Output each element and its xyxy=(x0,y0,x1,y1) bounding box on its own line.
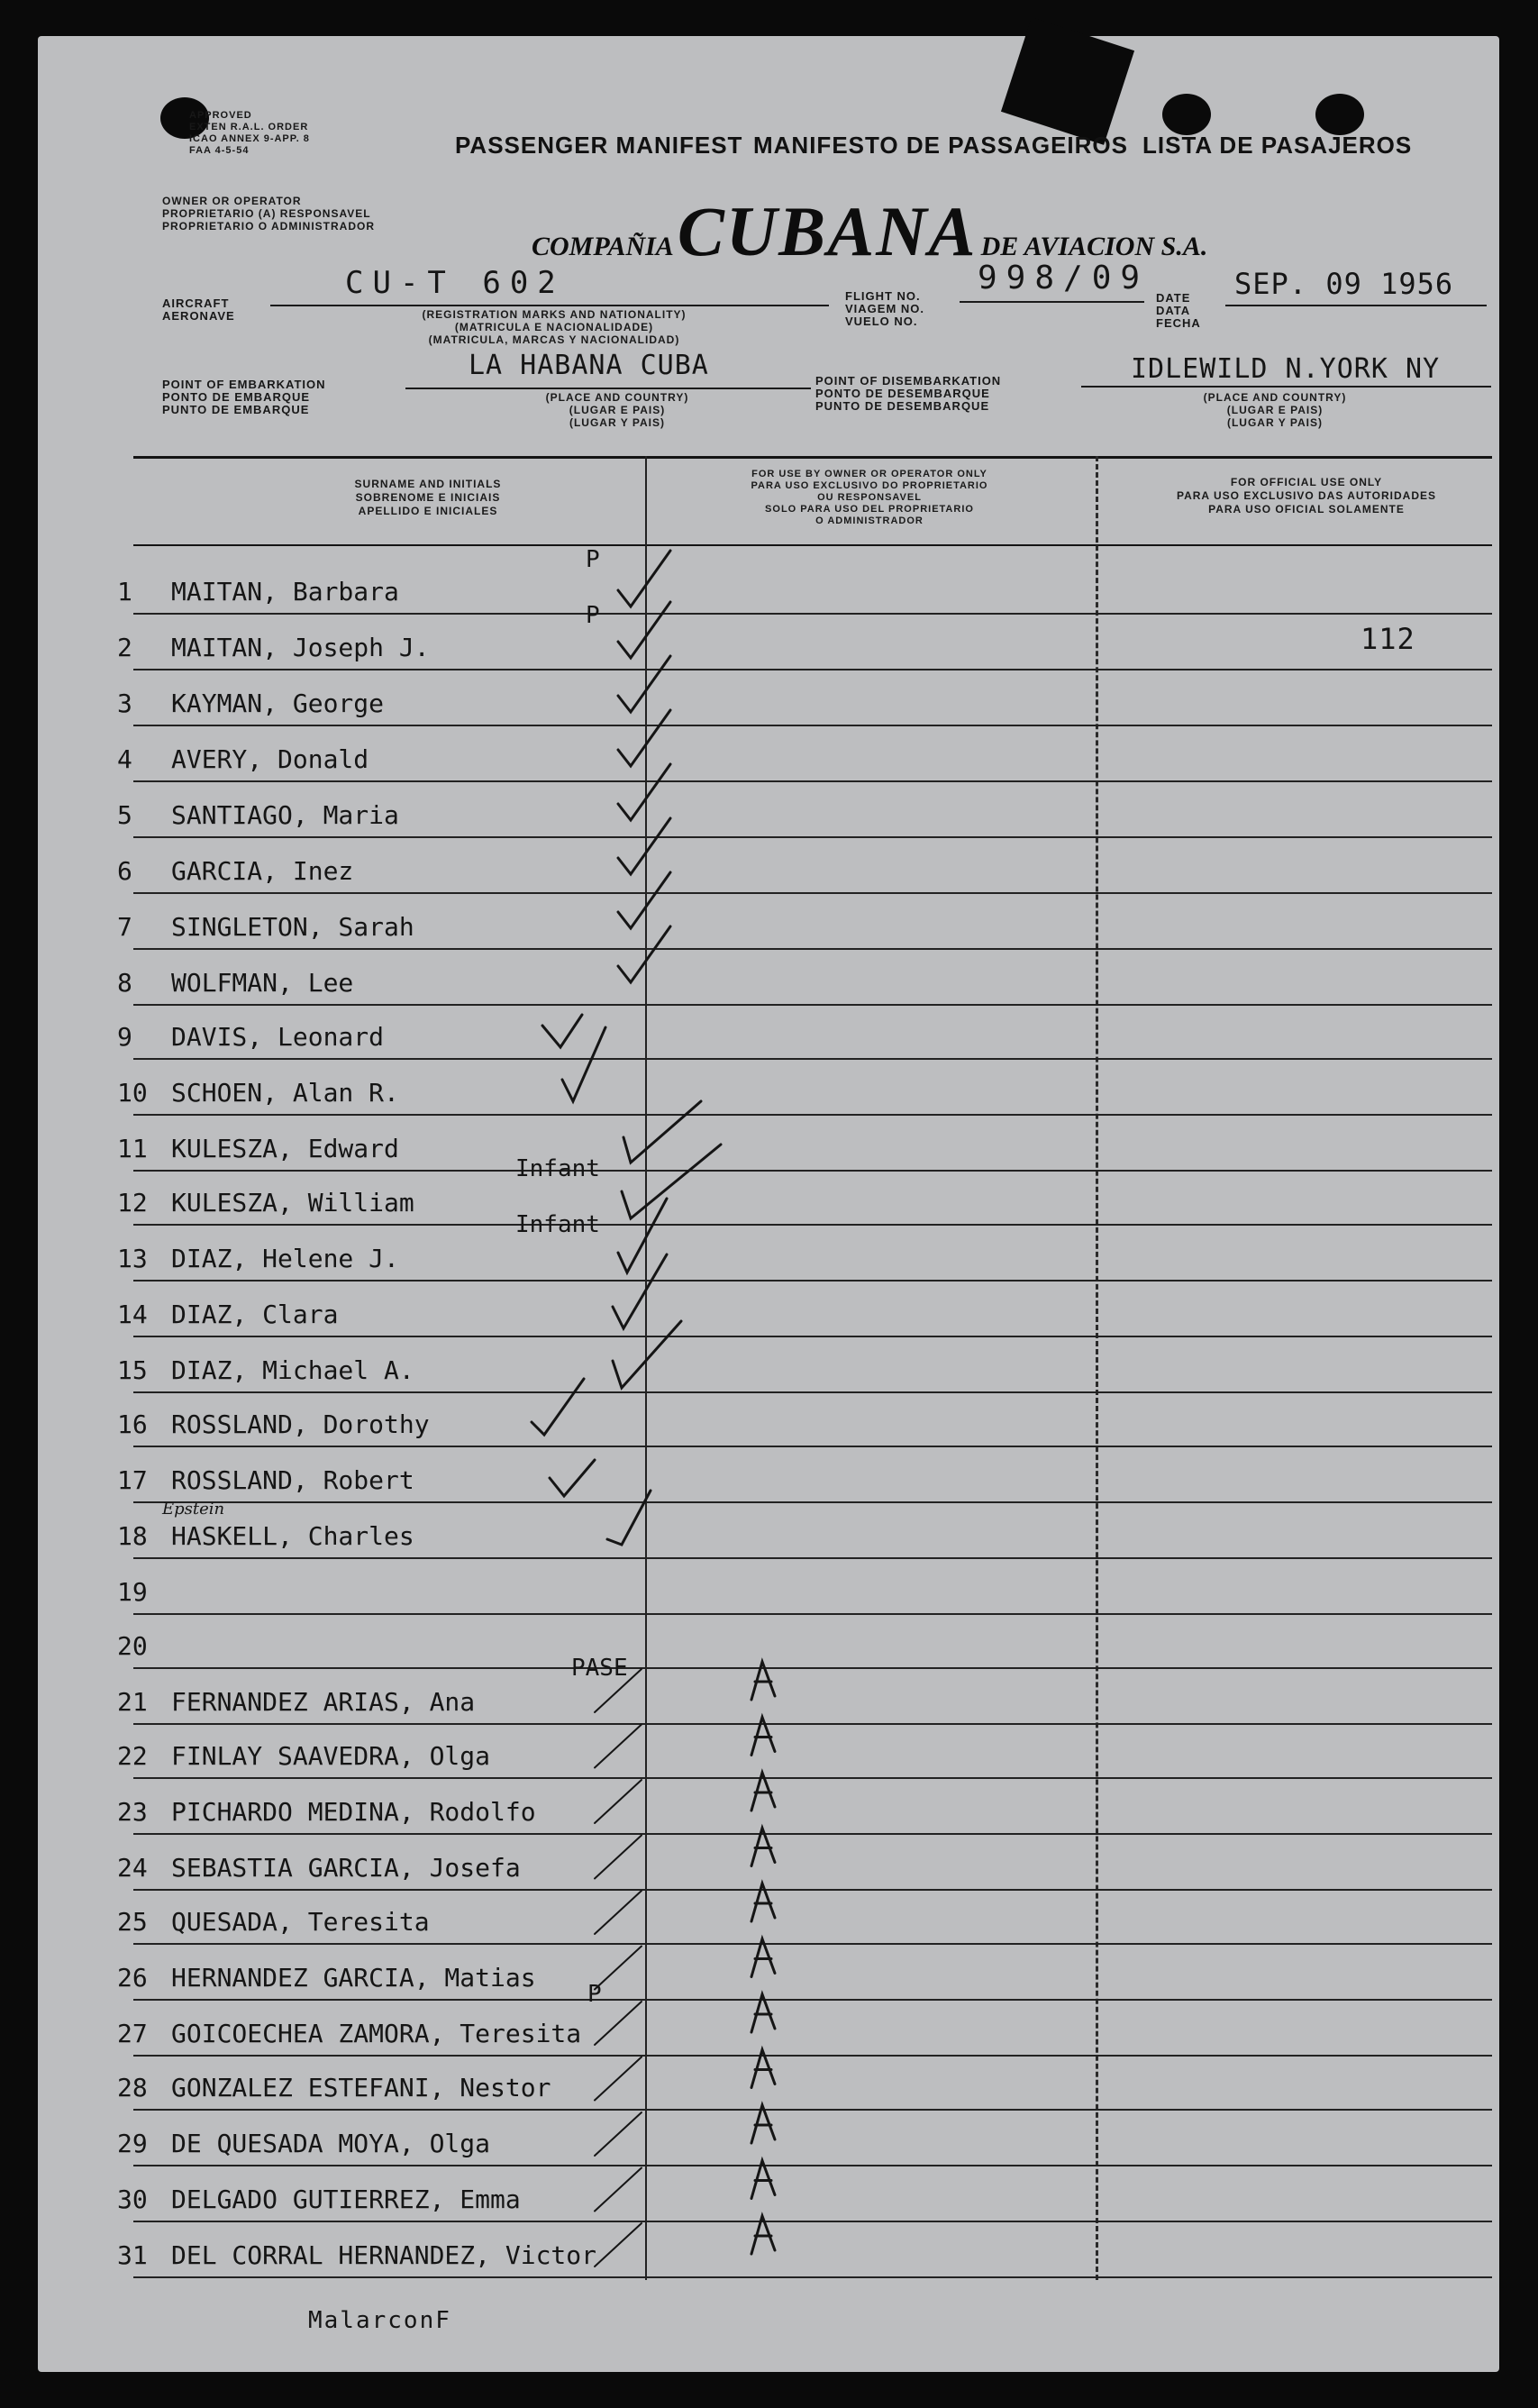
footer-signature: MalarconF xyxy=(308,2307,451,2334)
column-header-owner-use: FOR USE BY OWNER OR OPERATOR ONLY PARA USO EXCLUSIVO DO PROPRIETARIO OU RESPONSAVEL SOLO PARA USO DEL PROPRIETARIO O ADMINISTRADOR xyxy=(751,469,988,526)
passenger-name: DIAZ, Michael A. xyxy=(171,1355,414,1385)
check-mark xyxy=(562,1027,605,1101)
check-mark xyxy=(595,2223,642,2267)
row-number: 3 xyxy=(117,689,132,718)
title-spanish: LISTA DE PASAJEROS xyxy=(1142,132,1413,159)
passenger-name: SCHOEN, Alan R. xyxy=(171,1078,399,1108)
check-mark xyxy=(595,2057,642,2101)
passenger-name: GOICOECHEA ZAMORA, Teresita xyxy=(171,2019,582,2048)
row-number: 8 xyxy=(117,968,132,998)
disembarkation-label: POINT OF DISEMBARKATION PONTO DE DESEMBARQUE PUNTO DE DESEMBARQUE xyxy=(815,374,1002,413)
row-number: 31 xyxy=(117,2240,148,2270)
flight-number: 998/09 xyxy=(978,260,1150,296)
passenger-note: P xyxy=(587,1981,602,2008)
passenger-name: DE QUESADA MOYA, Olga xyxy=(171,2129,491,2158)
check-mark xyxy=(550,1460,595,1496)
row-number: 1 xyxy=(117,577,132,607)
passenger-name: DELGADO GUTIERREZ, Emma xyxy=(171,2185,521,2214)
row-number: 9 xyxy=(117,1022,132,1052)
check-mark xyxy=(595,1836,642,1879)
check-mark xyxy=(751,1718,775,1756)
row-number: 29 xyxy=(117,2129,148,2158)
check-mark xyxy=(595,1725,642,1768)
date-label: DATE DATA FECHA xyxy=(1156,291,1201,330)
check-mark xyxy=(532,1379,584,1435)
check-mark xyxy=(595,2002,642,2045)
owner-operator-label: OWNER OR OPERATOR PROPRIETARIO (A) RESPONSAVEL PROPRIETARIO O ADMINISTRADOR xyxy=(162,195,376,233)
passenger-name: MAITAN, Joseph J. xyxy=(171,633,430,662)
check-mark xyxy=(595,1780,642,1823)
check-mark xyxy=(618,872,670,928)
check-mark xyxy=(542,1015,582,1047)
row-number: 16 xyxy=(117,1409,148,1439)
check-mark xyxy=(751,1662,775,1700)
passenger-name: WOLFMAN, Lee xyxy=(171,968,354,998)
check-mark xyxy=(595,2112,642,2156)
check-mark xyxy=(618,926,670,982)
embarkation-sublabel: (PLACE AND COUNTRY) (LUGAR E PAIS) (LUGAR Y PAIS) xyxy=(545,391,689,429)
row-number: 12 xyxy=(117,1188,148,1218)
passenger-name: HASKELL, Charles xyxy=(171,1521,414,1551)
passenger-name: QUESADA, Teresita xyxy=(171,1907,430,1937)
passenger-name: FERNANDEZ ARIAS, Ana xyxy=(171,1687,476,1717)
passenger-name: KULESZA, Edward xyxy=(171,1134,399,1163)
passenger-name: DIAZ, Helene J. xyxy=(171,1244,399,1273)
check-mark xyxy=(751,1773,775,1811)
row-number: 21 xyxy=(117,1687,148,1717)
check-mark xyxy=(751,1829,775,1866)
passenger-name: SANTIAGO, Maria xyxy=(171,800,399,830)
passenger-name: ROSSLAND, Robert xyxy=(171,1465,414,1495)
row-number: 22 xyxy=(117,1741,148,1771)
check-mark xyxy=(751,1994,775,2032)
column-header-surname: SURNAME AND INITIALS SOBRENOME E INICIAIS APELLIDO E INICIALES xyxy=(354,478,502,517)
row-number: 15 xyxy=(117,1355,148,1385)
embarkation-label: POINT OF EMBARKATION PONTO DE EMBARQUE PUNTO DE EMBARQUE xyxy=(162,378,326,416)
row-number: 28 xyxy=(117,2073,148,2102)
check-mark xyxy=(607,1491,651,1545)
row-number: 2 xyxy=(117,633,132,662)
check-mark xyxy=(751,2216,775,2254)
aircraft-registration: CU-T 602 xyxy=(345,265,565,301)
passenger-name: DIAZ, Clara xyxy=(171,1300,339,1329)
check-mark xyxy=(751,2105,775,2143)
passenger-name: DEL CORRAL HERNANDEZ, Victor xyxy=(171,2240,597,2270)
passenger-name: SINGLETON, Sarah xyxy=(171,912,414,942)
passenger-name: ROSSLAND, Dorothy xyxy=(171,1409,430,1439)
passenger-note: P xyxy=(586,546,600,573)
company-logo: COMPAÑIA CUBANA DE AVIACION S.A. xyxy=(532,192,1208,270)
check-mark xyxy=(751,1939,775,1977)
official-number: 112 xyxy=(1361,622,1415,656)
passenger-name: GARCIA, Inez xyxy=(171,856,354,886)
check-mark xyxy=(618,710,670,766)
row-number: 18 xyxy=(117,1521,148,1551)
aircraft-sublabel: (REGISTRATION MARKS AND NATIONALITY) (MATRICULA E NACIONALIDADE) (MATRICULA, MARCAS Y NACIONALIDAD) xyxy=(422,308,687,346)
check-mark xyxy=(595,1891,642,1934)
row-number: 19 xyxy=(117,1577,148,1607)
disembarkation-place: IDLEWILD N.YORK NY xyxy=(1131,353,1441,385)
passenger-name: FINLAY SAAVEDRA, Olga xyxy=(171,1741,491,1771)
passenger-name: KULESZA, William xyxy=(171,1188,414,1218)
row-number: 10 xyxy=(117,1078,148,1108)
row-number: 26 xyxy=(117,1963,148,1993)
passenger-name: MAITAN, Barbara xyxy=(171,577,399,607)
passenger-note: P xyxy=(586,602,600,629)
check-mark xyxy=(618,551,670,607)
column-header-official-use: FOR OFFICIAL USE ONLY PARA USO EXCLUSIVO DAS AUTORIDADES PARA USO OFICIAL SOLAMENTE xyxy=(1176,476,1437,515)
passenger-name: AVERY, Donald xyxy=(171,744,369,774)
passenger-name: HERNANDEZ GARCIA, Matias xyxy=(171,1963,536,1993)
handwritten-annotation: Epstein xyxy=(162,1500,225,1519)
approval-stamp: APPROVED EXTEN R.A.L. ORDER ICAO ANNEX 9-APP. 8 FAA 4-5-54 xyxy=(189,110,310,156)
check-mark xyxy=(618,818,670,874)
title-english: PASSENGER MANIFEST xyxy=(455,132,743,159)
check-mark xyxy=(751,2050,775,2088)
row-number: 27 xyxy=(117,2019,148,2048)
check-mark xyxy=(622,1145,721,1218)
check-mark xyxy=(613,1254,667,1328)
check-mark xyxy=(618,764,670,820)
title-portuguese: MANIFESTO DE PASSAGEIROS xyxy=(753,132,1128,159)
row-number: 20 xyxy=(117,1631,148,1661)
row-number: 14 xyxy=(117,1300,148,1329)
row-number: 24 xyxy=(117,1853,148,1883)
passenger-name: DAVIS, Leonard xyxy=(171,1022,385,1052)
disembarkation-sublabel: (PLACE AND COUNTRY) (LUGAR E PAIS) (LUGAR Y PAIS) xyxy=(1203,391,1347,429)
check-mark xyxy=(595,1669,642,1712)
flight-label: FLIGHT NO. VIAGEM NO. VUELO NO. xyxy=(845,289,925,328)
flight-date: SEP. 09 1956 xyxy=(1234,267,1454,301)
passenger-name: KAYMAN, George xyxy=(171,689,385,718)
row-number: 23 xyxy=(117,1797,148,1827)
row-number: 13 xyxy=(117,1244,148,1273)
row-number: 4 xyxy=(117,744,132,774)
check-mark xyxy=(618,602,670,658)
row-number: 17 xyxy=(117,1465,148,1495)
row-number: 5 xyxy=(117,800,132,830)
passenger-name: PICHARDO MEDINA, Rodolfo xyxy=(171,1797,536,1827)
check-mark xyxy=(751,1884,775,1921)
aircraft-label: AIRCRAFT AERONAVE xyxy=(162,296,235,323)
row-number: 7 xyxy=(117,912,132,942)
passenger-note: Infant xyxy=(515,1155,600,1182)
row-number: 30 xyxy=(117,2185,148,2214)
check-mark xyxy=(595,2168,642,2212)
check-mark xyxy=(751,2161,775,2199)
check-mark xyxy=(613,1321,681,1388)
passenger-name: SEBASTIA GARCIA, Josefa xyxy=(171,1853,521,1883)
embarkation-place: LA HABANA CUBA xyxy=(469,350,709,381)
passenger-note: PASE xyxy=(571,1655,628,1682)
row-number: 25 xyxy=(117,1907,148,1937)
check-mark xyxy=(595,1947,642,1990)
row-number: 6 xyxy=(117,856,132,886)
check-mark xyxy=(623,1101,701,1163)
passenger-name: GONZALEZ ESTEFANI, Nestor xyxy=(171,2073,551,2102)
row-number: 11 xyxy=(117,1134,148,1163)
passenger-note: Infant xyxy=(515,1211,600,1238)
check-mark xyxy=(618,656,670,712)
